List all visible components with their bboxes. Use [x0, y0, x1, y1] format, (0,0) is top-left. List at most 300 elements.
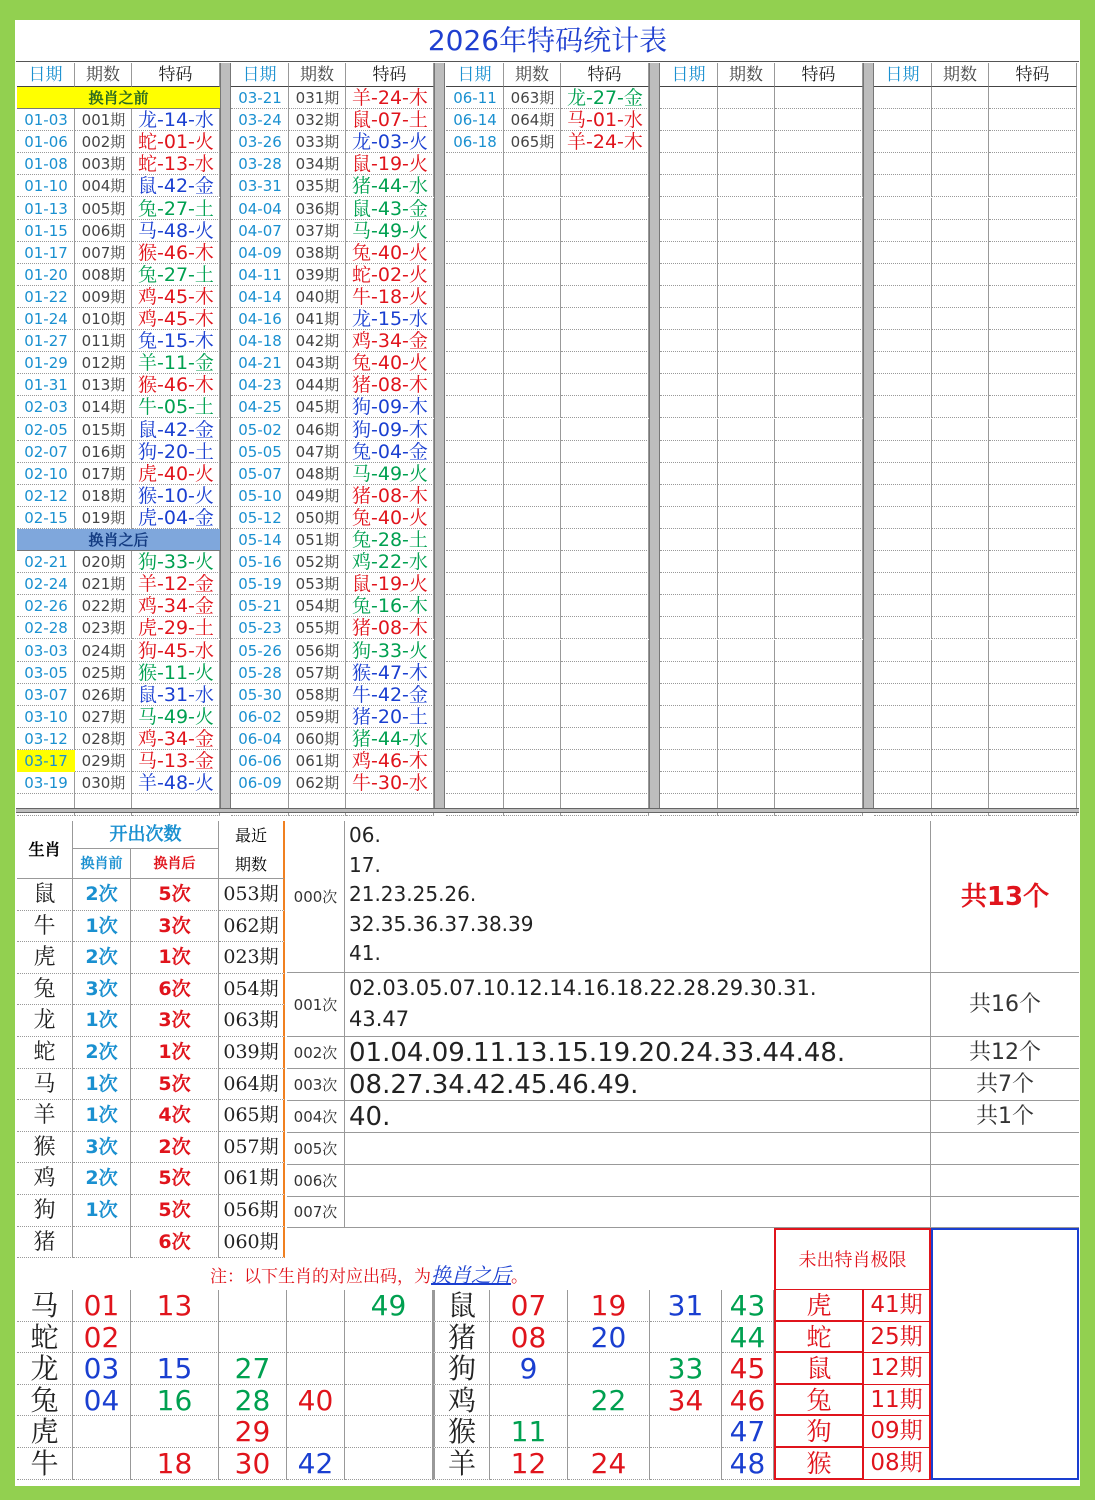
record-date: 01-24	[24, 310, 68, 328]
record-code: 虎-40-火	[138, 462, 214, 485]
record-date: 03-05	[24, 663, 68, 682]
grid-cell	[446, 396, 504, 418]
grid-cell	[874, 220, 932, 242]
grid-cell	[504, 286, 561, 308]
freq-numbers: 32.35.36.37.38.39	[349, 911, 534, 936]
grid-cell	[989, 529, 1077, 551]
record-period: 033期	[295, 133, 340, 152]
stat-before: 1次	[73, 1005, 131, 1037]
grid-cell	[660, 374, 718, 396]
record-code: 鸡-46-木	[352, 750, 428, 772]
stat-after: 5次	[131, 879, 219, 911]
record-period: 031期	[295, 89, 340, 107]
record-date: 03-31	[238, 177, 282, 196]
limit-zodiac: 狗	[774, 1416, 864, 1448]
record-code: 马-49-火	[138, 705, 214, 728]
grid-cell	[874, 198, 932, 220]
map-number	[650, 1448, 722, 1480]
record-period: 025期	[81, 663, 126, 682]
grid-cell	[775, 529, 863, 551]
header-date: 日期	[446, 63, 504, 87]
grid-cell	[932, 198, 989, 220]
map-number: 30	[219, 1448, 287, 1480]
record-period: 061期	[295, 752, 340, 770]
record-date: 01-15	[24, 221, 68, 240]
stat-after: 1次	[131, 942, 219, 974]
grid-cell	[718, 220, 775, 242]
grid-cell	[561, 706, 649, 728]
record-date: 04-14	[238, 287, 282, 306]
grid-cell	[932, 352, 989, 374]
map-number: 02	[73, 1322, 131, 1354]
header-code: 特码	[561, 63, 649, 87]
grid-cell	[718, 308, 775, 330]
stat-before: 2次	[73, 1037, 131, 1069]
record-date: 02-15	[24, 508, 68, 527]
map-number: 07	[490, 1290, 568, 1322]
record-date: 06-02	[238, 707, 282, 726]
limit-zodiac: 猴	[774, 1448, 864, 1480]
grid-cell	[504, 551, 561, 573]
grid-cell	[874, 175, 932, 197]
grid-cell	[660, 573, 718, 595]
freq-cell	[345, 1133, 931, 1165]
record-period: 047期	[295, 442, 340, 461]
grid-cell	[561, 419, 649, 441]
stat-zodiac: 狗	[17, 1195, 73, 1227]
stat-before	[73, 1227, 131, 1259]
record-period: 005期	[81, 199, 126, 218]
stat-before: 2次	[73, 879, 131, 911]
grid-cell	[718, 153, 775, 175]
record-code: 虎-29-土	[138, 617, 214, 640]
record-date: 05-05	[238, 442, 282, 461]
record-code: 牛-05-土	[138, 396, 214, 419]
record-code: 牛-42-金	[352, 683, 428, 706]
grid-cell	[932, 772, 989, 794]
stat-recent: 061期	[219, 1163, 285, 1195]
grid-cell	[874, 264, 932, 286]
stat-before: 1次	[73, 1069, 131, 1101]
grid-cell	[561, 396, 649, 418]
header-code: 特码	[132, 63, 220, 87]
map-number: 47	[722, 1416, 774, 1448]
grid-cell	[932, 396, 989, 418]
grid-cell	[874, 573, 932, 595]
record-code: 鼠-19-火	[352, 153, 428, 176]
grid-cell	[504, 220, 561, 242]
grid-cell	[775, 551, 863, 573]
limit-period: 12期	[864, 1353, 931, 1385]
record-code: 龙-15-水	[352, 308, 428, 330]
grid-cell	[874, 684, 932, 706]
freq-total: 共16个	[969, 992, 1041, 1017]
stat-after: 1次	[131, 1037, 219, 1069]
freq-total-cell	[931, 1165, 1079, 1197]
record-code: 龙-14-水	[138, 109, 214, 132]
record-code: 牛-18-火	[352, 285, 428, 308]
grid-cell	[561, 463, 649, 485]
grid-cell	[561, 175, 649, 197]
grid-cell	[504, 352, 561, 374]
map-number	[131, 1416, 219, 1448]
record-date: 02-24	[24, 575, 68, 594]
record-code: 猪-44-水	[352, 727, 428, 750]
grid-cell	[660, 396, 718, 418]
grid-cell	[775, 507, 863, 529]
record-code: 兔-27-土	[138, 263, 214, 286]
grid-cell	[874, 308, 932, 330]
map-number	[219, 1322, 287, 1354]
record-code: 猴-47-木	[352, 661, 428, 684]
grid-cell	[775, 198, 863, 220]
grid-cell	[718, 242, 775, 264]
grid-cell	[718, 87, 775, 109]
record-date: 01-10	[24, 177, 68, 196]
map-number	[568, 1416, 650, 1448]
map-number	[287, 1322, 345, 1354]
record-date: 02-05	[24, 420, 68, 439]
grid-cell	[989, 485, 1077, 507]
grid-cell	[504, 529, 561, 551]
record-period: 039期	[295, 265, 340, 284]
grid-cell	[775, 87, 863, 109]
stat-zodiac: 马	[17, 1069, 73, 1101]
record-period: 029期	[81, 752, 126, 770]
grid-cell	[989, 617, 1077, 639]
map-number	[490, 1385, 568, 1417]
record-period: 018期	[81, 486, 126, 505]
stat-recent: 056期	[219, 1195, 285, 1227]
grid-cell	[989, 441, 1077, 463]
grid-cell	[504, 617, 561, 639]
limit-title: 未出特肖极限	[774, 1228, 931, 1290]
record-date: 05-21	[238, 597, 282, 616]
grid-cell	[718, 175, 775, 197]
record-code: 兔-40-火	[352, 241, 428, 264]
header-date: 日期	[660, 63, 718, 87]
freq-numbers: 21.23.25.26.	[349, 882, 477, 906]
grid-cell	[660, 352, 718, 374]
record-date: 01-29	[24, 354, 68, 373]
record-date: 03-07	[24, 685, 68, 704]
grid-cell	[561, 551, 649, 573]
record-date: 06-09	[238, 774, 282, 793]
grid-cell	[504, 198, 561, 220]
record-date: 06-11	[453, 89, 497, 107]
grid-cell	[660, 750, 718, 772]
record-code: 猪-08-木	[352, 484, 428, 507]
grid-cell	[718, 419, 775, 441]
grid-cell	[989, 198, 1077, 220]
grid-cell	[775, 352, 863, 374]
record-code: 羊-24-木	[567, 131, 643, 154]
grid-cell	[874, 374, 932, 396]
stat-recent: 053期	[219, 879, 285, 911]
map-number: 9	[490, 1353, 568, 1385]
record-code: 狗-09-木	[352, 418, 428, 441]
grid-cell	[874, 728, 932, 750]
record-date: 03-26	[238, 133, 282, 152]
record-period: 045期	[295, 398, 340, 417]
record-code: 兔-40-火	[352, 352, 428, 375]
header-code: 特码	[346, 63, 434, 87]
grid-cell	[775, 640, 863, 662]
record-period: 057期	[295, 663, 340, 682]
grid-cell	[718, 109, 775, 131]
grid-cell	[561, 662, 649, 684]
map-number	[568, 1353, 650, 1385]
grid-cell	[446, 706, 504, 728]
grid-cell	[775, 684, 863, 706]
page-title: 2026年特码统计表	[16, 20, 1079, 62]
map-number: 24	[568, 1448, 650, 1480]
record-code: 蛇-13-水	[138, 153, 214, 176]
grid-cell	[504, 441, 561, 463]
grid-cell	[874, 662, 932, 684]
map-zodiac: 羊	[433, 1448, 490, 1480]
grid-cell	[660, 308, 718, 330]
record-period: 019期	[81, 508, 126, 527]
grid-cell	[660, 87, 718, 109]
grid-cell	[660, 551, 718, 573]
record-period: 026期	[81, 685, 126, 704]
map-zodiac: 猪	[433, 1322, 490, 1354]
grid-cell	[446, 463, 504, 485]
column-separator	[649, 63, 660, 809]
map-number: 46	[722, 1385, 774, 1417]
grid-cell	[989, 242, 1077, 264]
record-period: 053期	[295, 575, 340, 594]
record-code: 马-48-火	[138, 219, 214, 242]
record-period: 035期	[295, 177, 340, 196]
map-zodiac: 虎	[17, 1416, 73, 1448]
map-number	[219, 1290, 287, 1322]
record-date: 01-06	[24, 133, 68, 152]
grid-cell	[989, 352, 1077, 374]
record-date: 04-09	[238, 243, 282, 262]
record-code: 牛-30-水	[352, 772, 428, 795]
record-code: 蛇-01-火	[138, 131, 214, 154]
record-period: 022期	[81, 597, 126, 616]
map-number: 27	[219, 1353, 287, 1385]
record-period: 008期	[81, 265, 126, 284]
grid-cell	[718, 640, 775, 662]
record-period: 009期	[81, 287, 126, 306]
record-date: 01-03	[24, 111, 68, 130]
record-code: 鸡-22-水	[352, 551, 428, 574]
freq-numbers: 43.47	[349, 1007, 410, 1031]
stat-after: 6次	[131, 1227, 219, 1259]
column-separator	[220, 63, 231, 809]
header-date: 日期	[231, 63, 289, 87]
record-date: 06-14	[453, 111, 497, 130]
record-code: 猪-20-土	[352, 705, 428, 728]
record-period: 064期	[510, 111, 555, 130]
grid-cell	[446, 264, 504, 286]
freq-total-cell	[931, 1197, 1079, 1228]
grid-cell	[718, 507, 775, 529]
stat-after: 3次	[131, 911, 219, 943]
freq-label: 001次	[287, 973, 345, 1037]
grid-cell	[874, 352, 932, 374]
grid-cell	[561, 617, 649, 639]
record-period: 017期	[81, 464, 126, 483]
record-code: 狗-33-火	[352, 639, 428, 662]
grid-cell	[718, 617, 775, 639]
grid-cell	[932, 131, 989, 153]
grid-cell	[446, 728, 504, 750]
grid-cell	[446, 684, 504, 706]
record-code: 兔-16-木	[352, 595, 428, 618]
grid-cell	[718, 374, 775, 396]
grid-cell	[660, 617, 718, 639]
column-separator	[863, 63, 874, 809]
grid-cell	[932, 750, 989, 772]
record-code: 龙-03-火	[352, 131, 428, 154]
freq-numbers: 17.	[349, 852, 381, 877]
grid-cell	[775, 728, 863, 750]
record-period: 044期	[295, 376, 340, 395]
stat-zodiac: 羊	[17, 1100, 73, 1132]
grid-cell	[874, 153, 932, 175]
grid-cell	[660, 684, 718, 706]
map-number: 42	[287, 1448, 345, 1480]
record-code: 狗-33-火	[138, 551, 214, 574]
record-code: 猴-46-木	[138, 374, 214, 397]
stat-zodiac: 蛇	[17, 1037, 73, 1069]
grid-cell	[504, 330, 561, 352]
grid-cell	[775, 772, 863, 794]
record-date: 04-16	[238, 310, 282, 328]
grid-cell	[874, 109, 932, 131]
grid-cell	[932, 220, 989, 242]
grid-cell	[775, 419, 863, 441]
grid-cell	[775, 286, 863, 308]
record-period: 015期	[81, 420, 126, 439]
grid-cell	[504, 573, 561, 595]
record-date: 01-22	[24, 287, 68, 306]
record-period: 036期	[295, 199, 340, 218]
grid-cell	[932, 308, 989, 330]
limit-zodiac: 鼠	[774, 1353, 864, 1385]
stat-recent: 057期	[219, 1132, 285, 1164]
limit-zodiac: 兔	[774, 1385, 864, 1417]
record-date: 01-20	[24, 265, 68, 284]
map-number	[287, 1416, 345, 1448]
grid-cell	[775, 242, 863, 264]
grid-cell	[660, 463, 718, 485]
grid-cell	[446, 441, 504, 463]
grid-cell	[989, 640, 1077, 662]
grid-cell	[504, 264, 561, 286]
grid-cell	[775, 463, 863, 485]
stat-before: 1次	[73, 1195, 131, 1227]
grid-cell	[989, 595, 1077, 617]
record-period: 024期	[81, 641, 126, 660]
map-number: 45	[722, 1353, 774, 1385]
record-code: 鼠-42-金	[138, 418, 214, 441]
stat-recent: 063期	[219, 1005, 285, 1037]
record-date: 05-16	[238, 553, 282, 572]
record-code: 鼠-31-水	[138, 683, 214, 706]
record-period: 010期	[81, 310, 126, 328]
stat-after: 3次	[131, 1005, 219, 1037]
grid-cell	[775, 330, 863, 352]
map-number	[345, 1385, 433, 1417]
record-date: 03-19	[24, 774, 68, 793]
map-zodiac: 鸡	[433, 1385, 490, 1417]
grid-cell	[874, 463, 932, 485]
record-date: 02-03	[24, 398, 68, 417]
record-period: 040期	[295, 287, 340, 306]
grid-cell	[874, 419, 932, 441]
record-period: 051期	[295, 531, 340, 549]
record-date: 04-21	[238, 354, 282, 373]
map-number: 16	[131, 1385, 219, 1417]
grid-cell	[561, 573, 649, 595]
grid-cell	[874, 507, 932, 529]
grid-cell	[775, 264, 863, 286]
grid-cell	[775, 153, 863, 175]
grid-cell	[504, 463, 561, 485]
grid-cell	[504, 684, 561, 706]
grid-cell	[775, 662, 863, 684]
grid-cell	[446, 198, 504, 220]
record-period: 007期	[81, 243, 126, 262]
grid-cell	[874, 87, 932, 109]
grid-cell	[504, 750, 561, 772]
map-number	[287, 1353, 345, 1385]
grid-cell	[660, 507, 718, 529]
stat-zodiac: 鼠	[17, 879, 73, 911]
grid-cell	[718, 573, 775, 595]
grid-cell	[446, 220, 504, 242]
grid-cell	[989, 684, 1077, 706]
record-date: 02-12	[24, 486, 68, 505]
record-code: 兔-15-木	[138, 330, 214, 353]
record-code: 猪-08-木	[352, 617, 428, 640]
grid-cell	[989, 330, 1077, 352]
note-link[interactable]: 换肖之后	[431, 1263, 511, 1287]
record-date: 02-07	[24, 442, 68, 461]
grid-cell	[660, 662, 718, 684]
record-date: 04-18	[238, 332, 282, 351]
record-period: 034期	[295, 155, 340, 174]
freq-label: 005次	[287, 1133, 345, 1165]
stat-before: 2次	[73, 942, 131, 974]
grid-cell	[989, 507, 1077, 529]
grid-cell	[718, 485, 775, 507]
stat-zodiac: 龙	[17, 1005, 73, 1037]
grid-cell	[446, 286, 504, 308]
record-date: 06-06	[238, 752, 282, 770]
stat-zodiac: 虎	[17, 942, 73, 974]
grid-cell	[660, 441, 718, 463]
grid-cell	[561, 220, 649, 242]
stat-recent: 062期	[219, 911, 285, 943]
grid-cell	[874, 485, 932, 507]
grid-cell	[504, 507, 561, 529]
map-number: 31	[650, 1290, 722, 1322]
grid-cell	[561, 264, 649, 286]
map-number: 04	[73, 1385, 131, 1417]
grid-cell	[446, 595, 504, 617]
record-date: 01-13	[24, 199, 68, 218]
grid-cell	[660, 728, 718, 750]
grid-cell	[504, 419, 561, 441]
grid-cell	[504, 153, 561, 175]
